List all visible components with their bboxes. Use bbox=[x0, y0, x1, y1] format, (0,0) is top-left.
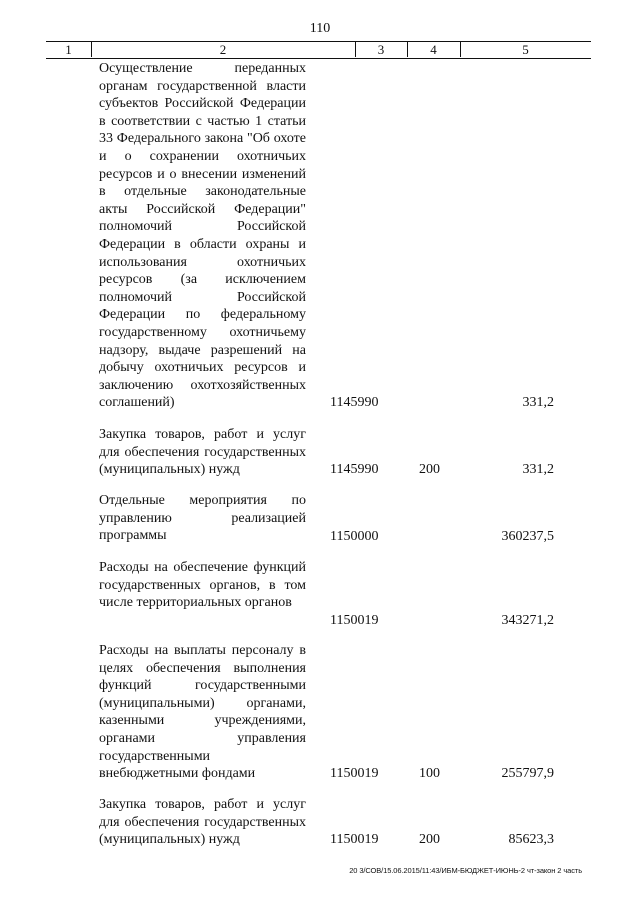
column-header-1: 1 bbox=[65, 42, 72, 57]
document-footer-note: 20 3/СОВ/15.06.2015/11:43/ИБМ-БЮДЖЕТ-ИЮНЬ-2 чт-закон 2 часть bbox=[349, 866, 582, 875]
table-header bbox=[46, 41, 591, 59]
row-expense-type: 100 bbox=[419, 766, 440, 781]
column-header-2: 2 bbox=[219, 42, 227, 57]
column-header-4: 4 bbox=[430, 42, 437, 57]
row-amount: 331,2 bbox=[522, 395, 554, 410]
row-code: 1150019 bbox=[330, 766, 379, 781]
row-code: 1150019 bbox=[330, 613, 379, 628]
row-description: Осуществление переданных органам государственной власти субъектов Российской Федерации в соответствии с частью 1 статьи 33 Федерального закона "Об охоте и о сохранении охотничьих ресурсов и о внесении изменений в отдельные законодательные акты Российской Федерации" полномочий Российской Федерации в области охраны и использования охотничьих ресурсов (за исключением полномочий Российской Федерации по федеральному государственному охотничьему надзору, выдаче разрешений на добычу охотничьих ресурсов и заключению охотхозяйственных соглашений) bbox=[99, 61, 306, 411]
row-code: 1145990 bbox=[330, 395, 379, 410]
page-number: 110 bbox=[309, 21, 331, 36]
row-amount: 255797,9 bbox=[501, 766, 554, 781]
row-expense-type: 200 bbox=[419, 832, 440, 847]
row-amount: 85623,3 bbox=[508, 832, 554, 847]
row-expense-type: 200 bbox=[419, 462, 440, 477]
row-amount: 343271,2 bbox=[501, 613, 554, 628]
row-description: Расходы на выплаты персоналу в целях обеспечения выполнения функций государственными (муниципальными) органами, казенными учреждениями, органами управления государственными внебюджетными фондами bbox=[99, 643, 306, 782]
row-amount: 360237,5 bbox=[501, 529, 554, 544]
row-code: 1145990 bbox=[330, 462, 379, 477]
column-header-5: 5 bbox=[522, 42, 529, 57]
row-code: 1150019 bbox=[330, 832, 379, 847]
row-description: Отдельные мероприятия по управлению реализацией программы bbox=[99, 493, 306, 544]
row-amount: 331,2 bbox=[522, 462, 554, 477]
column-header-3: 3 bbox=[377, 42, 385, 57]
row-description: Закупка товаров, работ и услуг для обеспечения государственных (муниципальных) нужд bbox=[99, 797, 306, 848]
row-description: Закупка товаров, работ и услуг для обеспечения государственных (муниципальных) нужд bbox=[99, 427, 306, 478]
row-code: 1150000 bbox=[330, 529, 379, 544]
row-description: Расходы на обеспечение функций государственных органов, в том числе территориальных органов bbox=[99, 560, 306, 611]
